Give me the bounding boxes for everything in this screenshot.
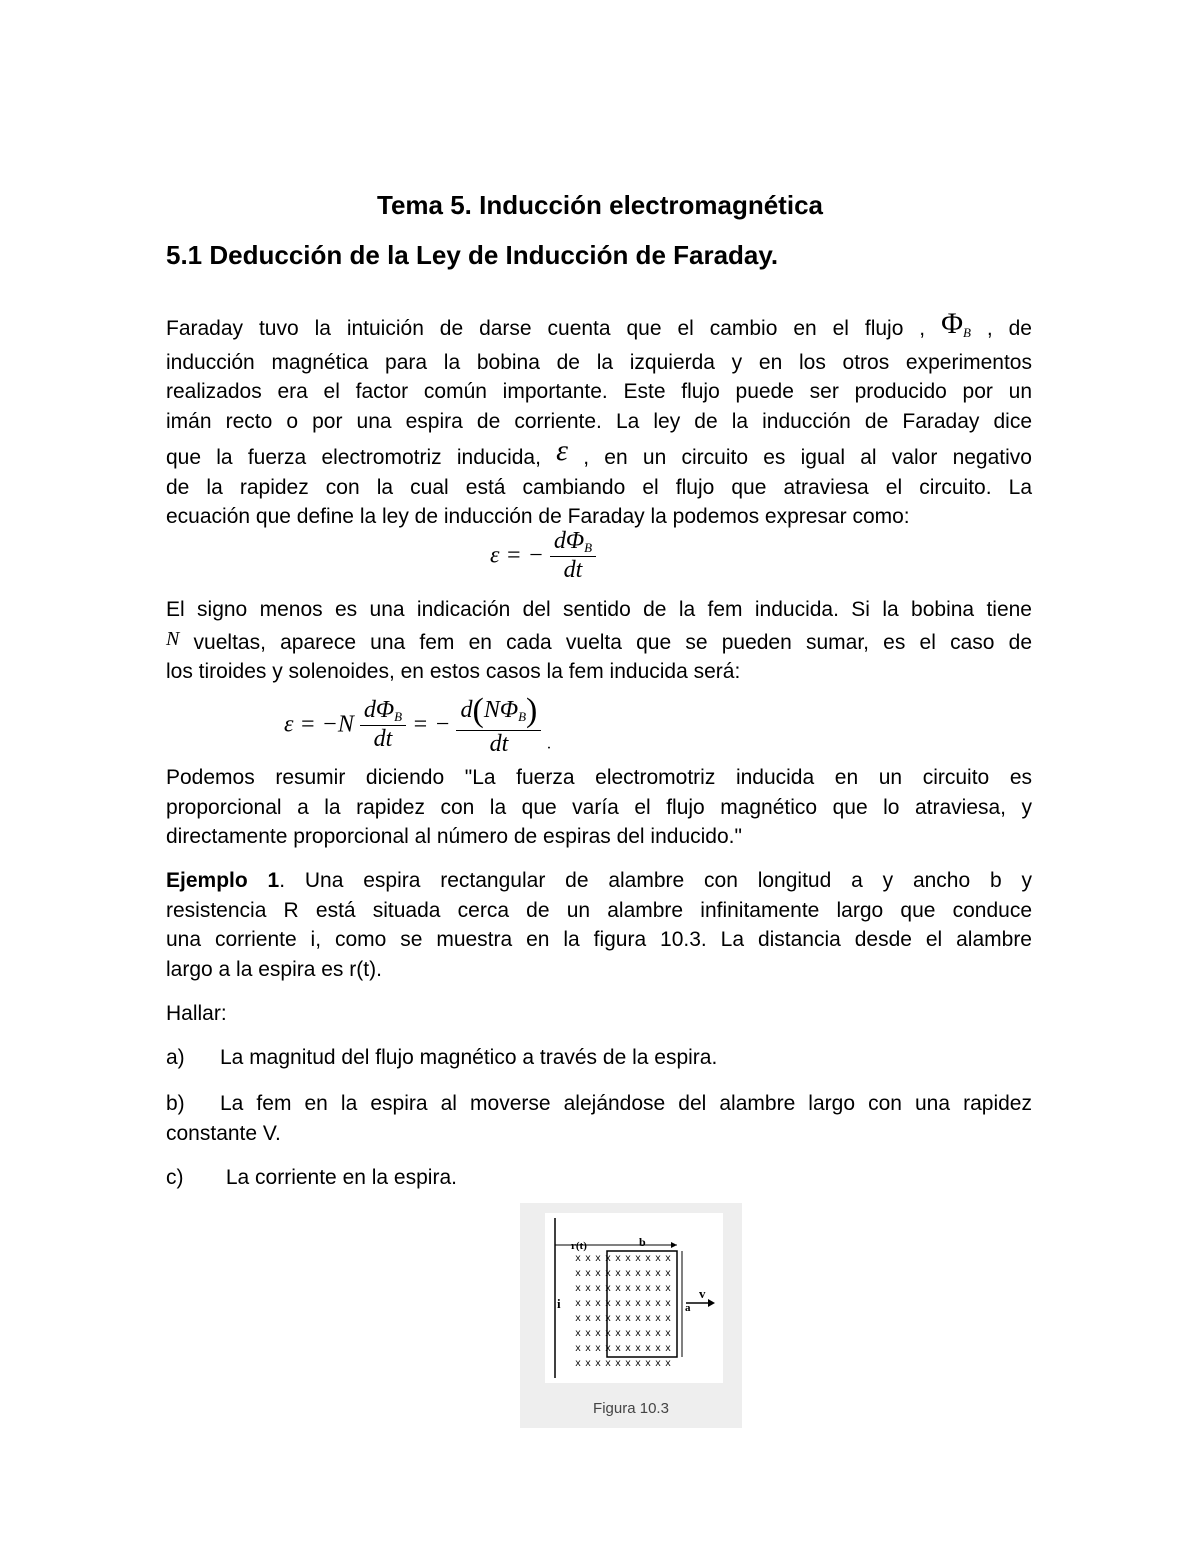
label-v: v <box>699 1286 706 1301</box>
field-x-mark: x <box>665 1284 672 1295</box>
field-x-mark: x <box>575 1269 582 1280</box>
field-x-mark: x <box>625 1284 632 1295</box>
field-x-mark: x <box>655 1284 662 1295</box>
field-x-mark: x <box>635 1269 642 1280</box>
field-x-mark: x <box>595 1254 602 1265</box>
field-x-mark: x <box>575 1359 582 1370</box>
field-x-mark: x <box>575 1254 582 1265</box>
field-x-mark: x <box>625 1344 632 1355</box>
field-x-mark: x <box>575 1284 582 1295</box>
turns-symbol: N <box>166 627 180 650</box>
label-i: i <box>557 1296 561 1311</box>
text-line: proporcional a la rapidez con la que varía el flujo magnético que lo atraviesa, y <box>166 795 1032 819</box>
field-x-mark: x <box>595 1314 602 1325</box>
field-x-mark: x <box>665 1359 672 1370</box>
example-label: Ejemplo 1 <box>166 869 280 892</box>
list-item: b) La fem en la espira al moverse alejándose del alambre largo con una rapidez constante V. <box>166 1092 1032 1145</box>
text-line: Faraday tuvo la intuición de darse cuenta que el cambio en el flujo , $\Phi_B$ , de <box>166 309 1032 348</box>
field-x-mark: x <box>605 1314 612 1325</box>
field-x-mark: x <box>625 1314 632 1325</box>
text-line: Ejemplo 1. Una espira rectangular de alambre con longitud a y ancho b y <box>166 869 1032 892</box>
label-b: b <box>639 1235 646 1249</box>
text-line: una corriente i, como se muestra en la figura 10.3. La distancia desde el alambre <box>166 928 1032 951</box>
field-x-mark: x <box>615 1329 622 1340</box>
field-x-mark: x <box>595 1329 602 1340</box>
field-x-mark: x <box>655 1344 662 1355</box>
field-x-mark: x <box>605 1299 612 1310</box>
field-x-mark: x <box>655 1299 662 1310</box>
field-x-mark: x <box>615 1254 622 1265</box>
field-x-mark: x <box>595 1344 602 1355</box>
text-line: que la fuerza electromotriz inducida, ε , en un circuito es igual al valor negativo <box>166 434 1032 469</box>
fraction: $\frac{d\Phi_B}{dt}$ <box>360 697 406 753</box>
hallar-label: Hallar: <box>166 1002 227 1025</box>
field-x-mark: x <box>595 1269 602 1280</box>
text-line: directamente proporcional al número de espiras del inducido." <box>166 825 742 848</box>
label-r: r(t) <box>571 1240 587 1252</box>
field-x-mark: x <box>655 1314 662 1325</box>
field-x-mark: x <box>655 1254 662 1265</box>
field-x-mark: x <box>625 1329 632 1340</box>
field-x-mark: x <box>605 1269 612 1280</box>
text-line: ecuación que define la ley de inducción de Faraday la podemos expresar como: <box>166 505 910 528</box>
field-x-mark: x <box>625 1359 632 1370</box>
field-x-mark: x <box>655 1329 662 1340</box>
text-line: N vueltas, aparece una fem en cada vuelta que se pueden sumar, es el caso de <box>166 625 1032 658</box>
text-line: los tiroides y solenoides, en estos casos la fem inducida será: <box>166 660 741 683</box>
field-x-mark: x <box>645 1254 652 1265</box>
emf-symbol: ε <box>556 434 568 467</box>
field-x-mark: x <box>575 1314 582 1325</box>
text-line: largo a la espira es r(t). <box>166 957 382 981</box>
paragraph-sign-meaning <box>166 595 1032 687</box>
field-x-mark: x <box>635 1299 642 1310</box>
text-line: de la rapidez con la cual está cambiando el flujo que atraviesa el circuito. La <box>166 475 1032 499</box>
field-x-mark: x <box>585 1254 592 1265</box>
field-x-mark: x <box>635 1254 642 1265</box>
text-line: realizados era el factor común importante. Este flujo puede ser producido por un <box>166 380 1032 403</box>
field-x-mark: x <box>635 1284 642 1295</box>
field-x-mark: x <box>585 1329 592 1340</box>
section-heading: 5.1 Deducción de la Ley de Inducción de Faraday. <box>166 240 779 270</box>
field-x-mark: x <box>605 1329 612 1340</box>
field-x-mark: x <box>575 1329 582 1340</box>
page-title: Tema 5. Inducción electromagnética <box>377 190 823 220</box>
field-x-mark: x <box>605 1284 612 1295</box>
magnetic-field-marks <box>575 1254 671 1370</box>
field-x-mark: x <box>645 1299 652 1310</box>
flux-symbol: $\Phi_B$ <box>941 307 971 340</box>
field-x-mark: x <box>585 1314 592 1325</box>
field-x-mark: x <box>615 1344 622 1355</box>
figure-image <box>545 1213 723 1383</box>
text-line: El signo menos es una indicación del sentido de la fem inducida. Si la bobina tiene <box>166 598 1032 621</box>
field-x-mark: x <box>625 1254 632 1265</box>
field-x-mark: x <box>665 1254 672 1265</box>
field-x-mark: x <box>605 1344 612 1355</box>
field-x-mark: x <box>645 1314 652 1325</box>
field-x-mark: x <box>615 1359 622 1370</box>
field-x-mark: x <box>665 1269 672 1280</box>
field-x-mark: x <box>595 1299 602 1310</box>
field-x-mark: x <box>615 1269 622 1280</box>
field-x-mark: x <box>645 1344 652 1355</box>
field-x-mark: x <box>635 1329 642 1340</box>
paragraph-example <box>166 866 1032 984</box>
field-x-mark: x <box>645 1329 652 1340</box>
fraction: $\frac{d(N\Phi_B)}{dt}$ <box>456 692 541 758</box>
field-x-mark: x <box>625 1269 632 1280</box>
field-x-mark: x <box>635 1344 642 1355</box>
text-line: resistencia R está situada cerca de un alambre infinitamente largo que conduce <box>166 898 1032 922</box>
field-x-mark: x <box>615 1299 622 1310</box>
field-x-mark: x <box>615 1314 622 1325</box>
equation-faraday-law: ε = − $\frac{d\Phi_B}{dt}$ <box>490 528 596 584</box>
field-x-mark: x <box>595 1359 602 1370</box>
equation-n-turns: ε = −N $\frac{d\Phi_B}{dt}$ = − $\frac{d(N\Phi_B)}{dt}$ $_.$ <box>284 692 552 757</box>
field-x-mark: x <box>585 1284 592 1295</box>
field-x-mark: x <box>635 1314 642 1325</box>
field-x-mark: x <box>625 1299 632 1310</box>
field-x-mark: x <box>655 1359 662 1370</box>
text-line: imán recto o por una espira de corriente. La ley de la inducción de Faraday dice <box>166 409 1032 433</box>
field-x-mark: x <box>575 1299 582 1310</box>
field-x-mark: x <box>575 1344 582 1355</box>
text-line: inducción magnética para la bobina de la izquierda y en los otros experimentos <box>166 350 1032 374</box>
label-a: a <box>685 1302 691 1314</box>
field-x-mark: x <box>645 1284 652 1295</box>
paragraph-summary <box>166 763 1032 852</box>
figure-caption: Figura 10.3 <box>593 1400 669 1417</box>
field-x-mark: x <box>665 1314 672 1325</box>
list-item: c) La corriente en la espira. <box>166 1166 457 1189</box>
list-item: a) La magnitud del flujo magnético a través de la espira. <box>166 1046 718 1069</box>
field-x-mark: x <box>585 1359 592 1370</box>
field-x-mark: x <box>585 1299 592 1310</box>
field-x-mark: x <box>635 1359 642 1370</box>
field-x-mark: x <box>665 1299 672 1310</box>
field-x-mark: x <box>585 1344 592 1355</box>
text-line: Podemos resumir diciendo "La fuerza electromotriz inducida en un circuito es <box>166 766 1032 789</box>
paragraph-faraday-intro <box>166 309 1032 532</box>
field-x-mark: x <box>645 1359 652 1370</box>
field-x-mark: x <box>605 1254 612 1265</box>
field-x-mark: x <box>585 1269 592 1280</box>
wire-loop-diagram <box>545 1213 723 1383</box>
field-x-mark: x <box>605 1359 612 1370</box>
field-x-mark: x <box>615 1284 622 1295</box>
field-x-mark: x <box>665 1344 672 1355</box>
field-x-mark: x <box>655 1269 662 1280</box>
fraction: $\frac{d\Phi_B}{dt}$ <box>550 528 596 584</box>
field-x-mark: x <box>645 1269 652 1280</box>
field-x-mark: x <box>595 1284 602 1295</box>
field-x-mark: x <box>665 1329 672 1340</box>
